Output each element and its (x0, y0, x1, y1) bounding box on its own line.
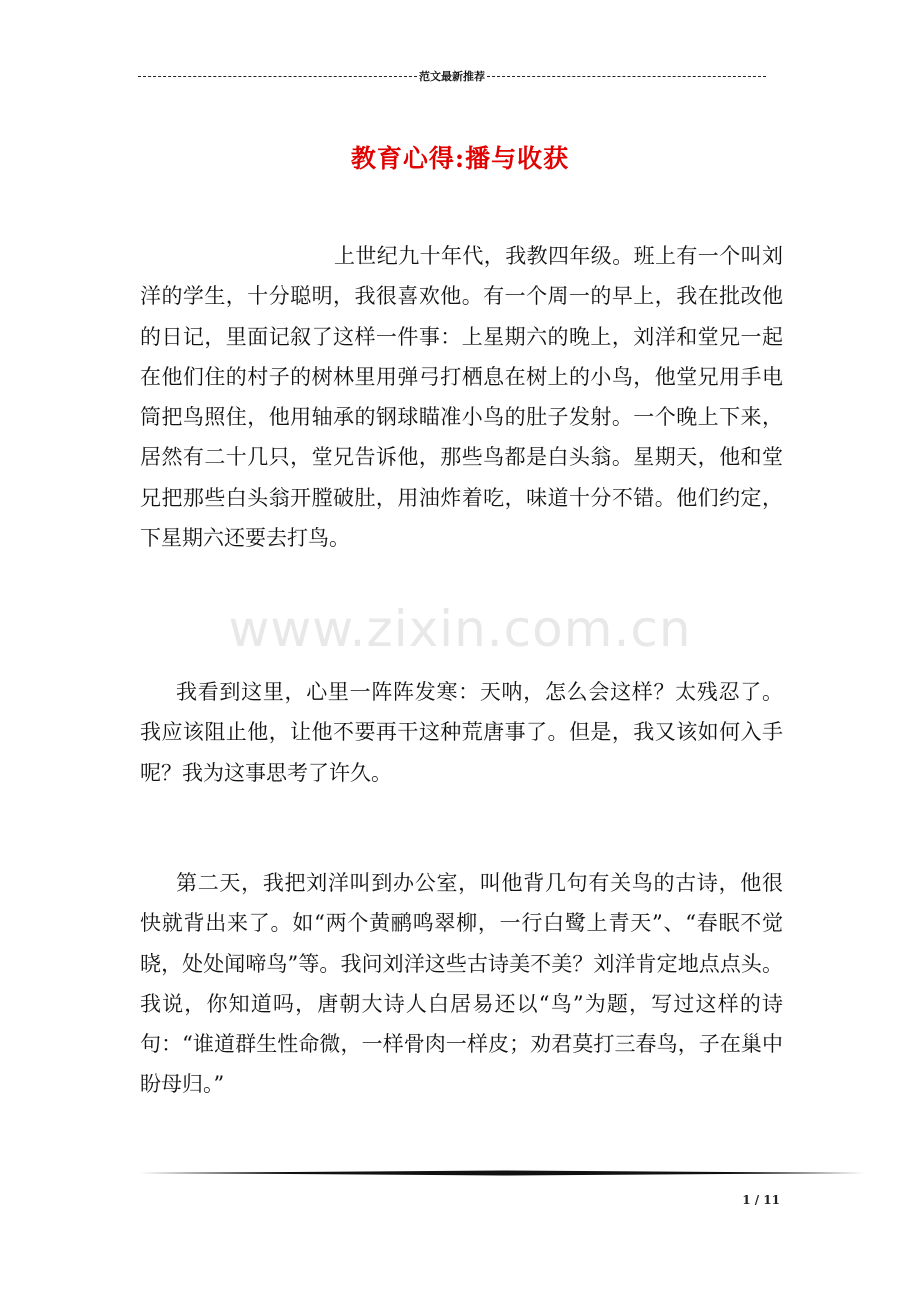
paragraph-2: 我看到这里，心里一阵阵发寒：天呐，怎么会这样？太残忍了。我应该阻止他，让他不要再干这种荒唐事了。但是，我又该如何入手呢？我为这事思考了许久。 (140, 680, 783, 785)
paragraph-3: 第二天，我把刘洋叫到办公室，叫他背几句有关鸟的古诗，他很快就背出来了。如“两个黄鹂鸣翠柳，一行白鹭上青天”、“春眠不觉晓，处处闻啼鸟”等。我问刘洋这些古诗美不美？刘洋肯定地点点头。我说，你知道吗，唐朝大诗人白居易还以“鸟”为题，写过这样的诗句：“谁道群生性命微，一样骨肉一样皮；劝君莫打三春鸟，子在巢中盼母归。” (140, 871, 783, 1097)
paragraph-1: 上世纪九十年代，我教四年级。班上有一个叫刘洋的学生，十分聪明，我很喜欢他。有一个周一的早上，我在批改他的日记，里面记叙了这样一件事：上星期六的晚上，刘洋和堂兄一起在他们住的村子的树林里用弹弓打栖息在树上的小鸟，他堂兄用手电筒把鸟照住，他用轴承的钢球瞄准小鸟的肚子发射。一个晚上下来，居然有二十几只，堂兄告诉他，那些鸟都是白头翁。星期天，他和堂兄把那些白头翁开膛破肚，用油炸着吃，味道十分不错。他们约定，下星期六还要去打鸟。 (140, 244, 783, 551)
footer-rule (140, 1168, 864, 1178)
page-header (138, 68, 766, 84)
header-label: 范文最新推荐 (419, 70, 485, 83)
header-dash-left (138, 76, 417, 77)
header-dash-right (487, 76, 766, 77)
document-title: 教育心得:播与收获 (350, 143, 570, 173)
page-number: 1 / 11 (742, 1193, 780, 1207)
watermark-text: www.zixin.com.cn (228, 600, 692, 658)
